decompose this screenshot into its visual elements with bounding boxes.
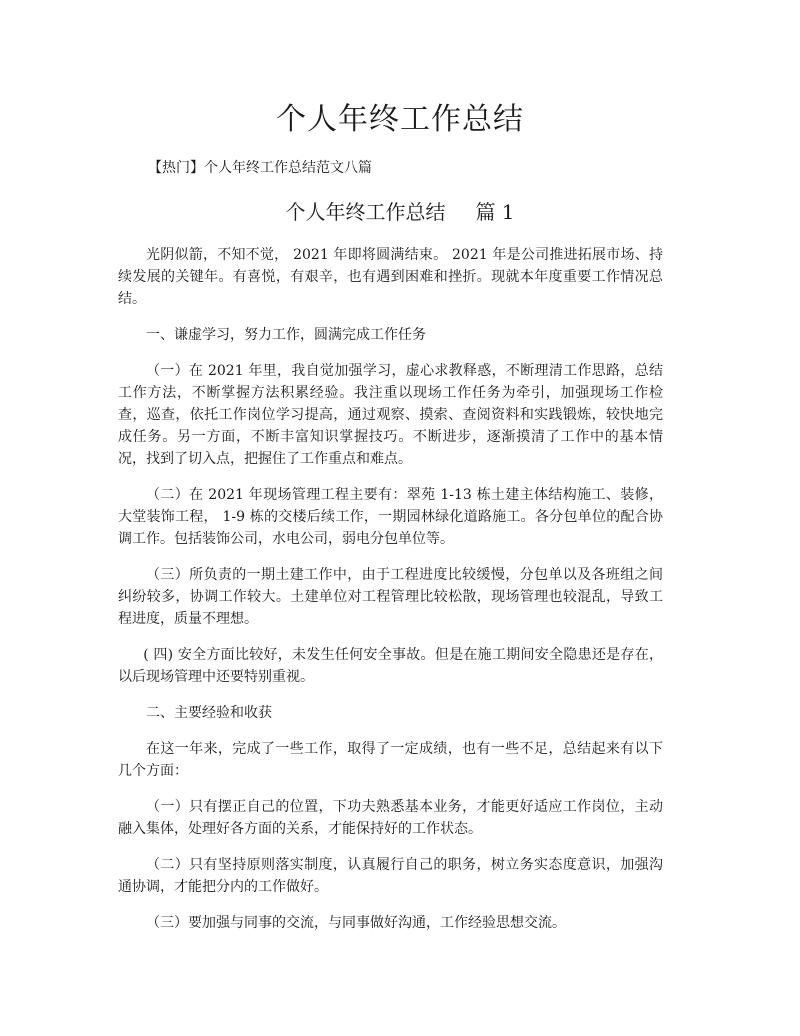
document-title: 个人年终工作总结 <box>276 102 524 137</box>
paragraph-item-3: （三）所负责的一期土建工作中，由于工程进度比较缓慢，分包单以及各班组之间纠纷较多，协调工作较大。土建单位对工程管理比较松散，现场管理也较混乱，导致工程进度，质量不理想。 <box>118 567 663 627</box>
document-subtitle: 【热门】个人年终工作总结范文八篇 <box>148 160 372 176</box>
paragraph-intro: 光阴似箭，不知不觉， 2021 年即将圆满结束。 2021 年是公司推进拓展市场、持续发展的关键年。有喜悦，有艰辛，也有遇到困难和挫折。现就本年度重要工作情况总结。 <box>118 247 663 307</box>
section-title-text: 个人年终工作总结 <box>285 200 446 224</box>
paragraph-summary: 在这一年来，完成了一些工作，取得了一定成绩，也有一些不足，总结起来有以下几个方面： <box>118 741 663 779</box>
paragraph-lesson-2: （二）只有坚持原则落实制度，认真履行自己的职务，树立务实态度意识，加强沟通协调，才能把分内的工作做好。 <box>118 857 663 895</box>
paragraph-lesson-3: （三）要加强与同事的交流，与同事做好沟通，工作经验思想交流。 <box>146 915 566 931</box>
section-title <box>0 198 800 226</box>
paragraph-item-4: ( 四) 安全方面比较好，未发生任何安全事故。但是在施工期间安全隐患还是存在，以后现场管理中还要特别重视。 <box>118 647 663 685</box>
paragraph-item-1: （一）在 2021 年里，我自觉加强学习，虚心求教释惑，不断理清工作思路，总结工作方法，不断掌握方法积累经验。我注重以现场工作任务为牵引，加强现场工作检查，巡查，依托工作岗位学习提高，通过观察、摸索、查阅资料和实践锻炼，较快地完成任务。另一方面，不断丰富知识掌握技巧。不断进步，逐渐摸清了工作中的基本情况，找到了切入点，把握住了工作重点和难点。 <box>118 363 663 467</box>
document-body <box>118 244 663 948</box>
section-number: 篇 1 <box>475 200 515 224</box>
heading-two: 二、主要经验和收获 <box>146 705 272 721</box>
paragraph-lesson-1: （一）只有摆正自己的位置，下功夫熟悉基本业务，才能更好适应工作岗位，主动融入集体，处理好各方面的关系，才能保持好的工作状态。 <box>118 799 663 837</box>
heading-one: 一、谦虚学习，努力工作，圆满完成工作任务 <box>146 327 426 343</box>
paragraph-item-2: （二）在 2021 年现场管理工程主要有：翠苑 1-13 栋土建主体结构施工、装修，大堂装饰工程， 1-9 栋的交楼后续工作，一期园林绿化道路施工。各分包单位的配合协调工作。包括装饰公司，水电公司，弱电分包单位等。 <box>118 487 663 547</box>
